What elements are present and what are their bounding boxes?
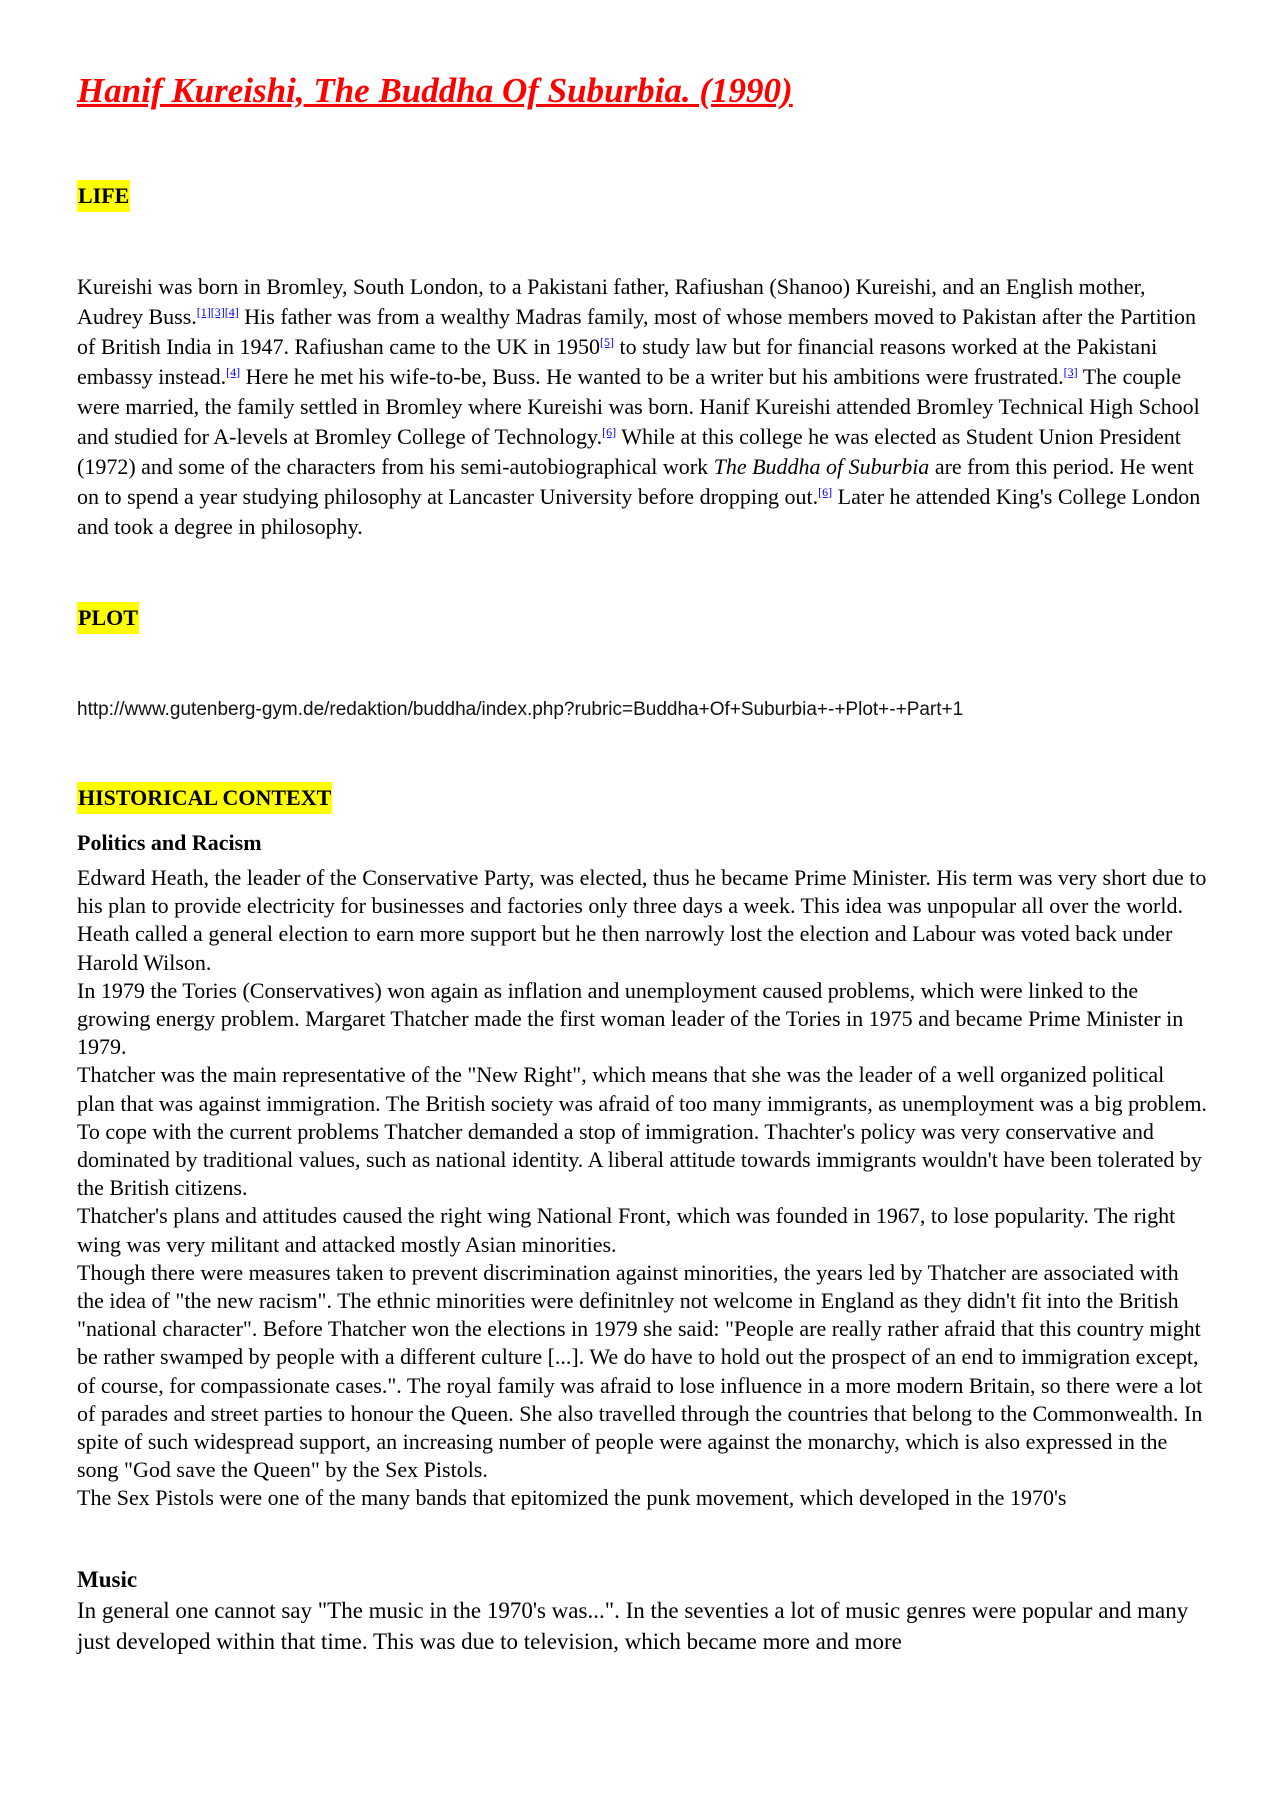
life-text: to study law but for financial reasons worked at the Pakistani embassy instead. (77, 334, 1158, 389)
document-page (77, 70, 1207, 1657)
historical-paragraph: Thatcher was the main representative of the "New Right", which means that she was the leader of a well organized political plan that was against immigration. The British society was afraid of too many immigrants, as unemployment was a big problem. To cope with the current problems Thatcher demanded a stop of immigration. Thachter's policy was very conservative and dominated by traditional values, such as national identity. A liberal attitude towards immigrants wouldn't have been tolerated by the British citizens. (77, 1062, 1207, 1201)
music-body (77, 1595, 1207, 1657)
document-title: Hanif Kureishi, The Buddha Of Suburbia. (1990) (77, 71, 793, 110)
historical-heading: HISTORICAL CONTEXT (77, 782, 332, 814)
life-text: Here he met his wife-to-be, Buss. He wanted to be a writer but his ambitions were frustrated. (240, 364, 1064, 389)
historical-paragraph: In 1979 the Tories (Conservatives) won again as inflation and unemployment caused problems, which were linked to the growing energy problem. Margaret Thatcher made the first woman leader of the Tories in 1975 and became Prime Minister in 1979. (77, 977, 1184, 1060)
citation-link[interactable]: [4] (226, 364, 241, 379)
citation-link[interactable]: [4] (224, 304, 239, 319)
politics-subheading: Politics and Racism (77, 830, 262, 855)
section-historical-context (77, 782, 1207, 814)
citation-link[interactable]: [1] (196, 304, 211, 319)
life-paragraph (77, 272, 1207, 542)
life-text: The couple were married, the family settled in Bromley where Kureishi was born. Hanif Kureishi attended Bromley Technical High School and studied for A-levels at Bromley College of Technology. (77, 364, 1200, 449)
historical-body (77, 864, 1207, 1513)
historical-paragraph: Thatcher's plans and attitudes caused the right wing National Front, which was founded in 1967, to lose popularity. The right wing was very militant and attacked mostly Asian minorities. (77, 1203, 1176, 1257)
historical-paragraph: Edward Heath, the leader of the Conservative Party, was elected, thus he became Prime Minister. His term was very short due to his plan to provide electricity for businesses and factories only three days a week. This idea was unpopular all over the world. Heath called a general election to earn more support but he then narrowly lost the election and Labour was voted back under Harold Wilson. (77, 865, 1207, 975)
citation-link[interactable]: [6] (818, 484, 833, 499)
music-paragraph: In general one cannot say "The music in the 1970's was...". In the seventies a lot of music genres were popular and many just developed within that time. This was due to television, which became more and more (77, 1597, 1189, 1654)
life-text: While at this college he was elected as Student Union President (1972) and some of the characters from his semi-autobiographical work (77, 424, 1181, 479)
book-title-italic: The Buddha of Suburbia (713, 454, 930, 479)
citation-link[interactable]: [6] (602, 424, 617, 439)
plot-url[interactable]: http://www.gutenberg-gym.de/redaktion/buddha/index.php?rubric=Buddha+Of+Suburbia+-+Plot+-+Part+1 (77, 699, 964, 720)
citation-link[interactable]: [3] (210, 304, 225, 319)
life-text: Kureishi was born in Bromley, South London, to a Pakistani father, Rafiushan (Shanoo) Kureishi, and an English mother, Audrey Buss. (77, 274, 1146, 329)
life-heading: LIFE (77, 180, 130, 212)
citation-link[interactable]: [5] (600, 334, 615, 349)
music-subheading: Music (77, 1566, 138, 1592)
historical-paragraph: Though there were measures taken to prevent discrimination against minorities, the years led by Thatcher are associated with the idea of "the new racism". The ethnic minorities were definitnley not welcome in England as they didn't fit into the British "national character". Before Thatcher won the elections in 1979 she said: "People are really rather afraid that this country might be rather swamped by people with a different culture [...]. We do have to hold out the prospect of an end to immigration except, of course, for compassionate cases.". The royal family was afraid to lose influence in a more modern Britain, so there were a lot of parades and street parties to honour the Queen. She also travelled through the countries that belong to the Commonwealth. In spite of such widespread support, an increasing number of people were against the monarchy, which is also expressed in the song "God save the Queen" by the Sex Pistols. (77, 1259, 1203, 1483)
section-plot (77, 602, 1207, 634)
section-life (77, 180, 1207, 212)
historical-paragraph: The Sex Pistols were one of the many bands that epitomized the punk movement, which developed in the 1970's (77, 1485, 1067, 1511)
life-text: His father was from a wealthy Madras family, most of whose members moved to Pakistan after the Partition of British India in 1947. Rafiushan came to the UK in 1950 (77, 304, 1196, 359)
life-text: Later he attended King's College London and took a degree in philosophy. (77, 484, 1201, 539)
plot-heading: PLOT (77, 602, 139, 634)
citation-link[interactable]: [3] (1063, 364, 1078, 379)
life-text: are from this period. He went on to spend a year studying philosophy at Lancaster University before dropping out. (77, 454, 1194, 509)
